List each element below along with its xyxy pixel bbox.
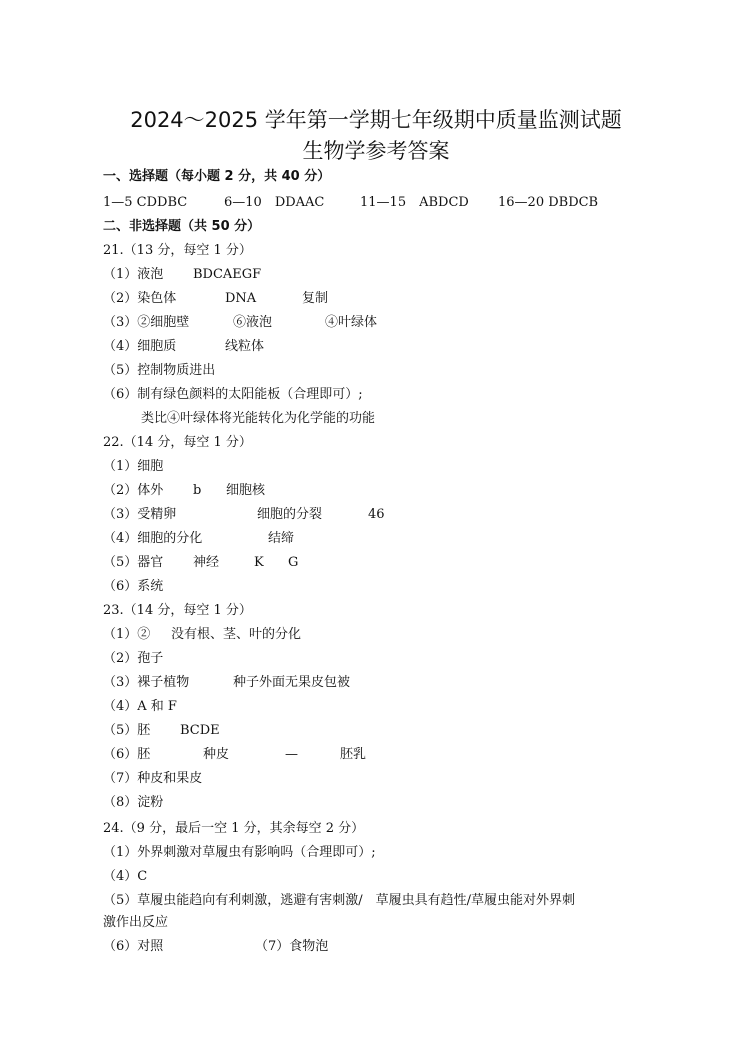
q21-answer-1: （1）液泡 BDCAEGF <box>103 267 262 282</box>
q24-heading: 24.（9 分，最后一空 1 分，其余每空 2 分） <box>103 821 365 836</box>
choice-answer-1-5: 1—5 CDDBC <box>103 195 188 210</box>
q22-answer-2: （2）体外 b 细胞核 <box>103 483 266 498</box>
q23-answer-4: （4）A 和 F <box>103 699 177 714</box>
q21-answer-5: （5）控制物质进出 <box>103 363 216 378</box>
q21-heading: 21.（13 分，每空 1 分） <box>103 243 252 258</box>
q22-answer-3: （3）受精卵 细胞的分裂 46 <box>103 507 385 522</box>
q22-answer-6: （6）系统 <box>103 579 164 594</box>
choice-answer-16-20: 16—20 DBDCB <box>498 195 599 210</box>
q21-answer-2: （2）染色体 DNA 复制 <box>103 291 329 306</box>
q24-answer-5-continued: 激作出反应 <box>103 915 169 930</box>
q23-heading: 23.（14 分，每空 1 分） <box>103 603 252 618</box>
q24-answer-4: （4）C <box>103 869 148 884</box>
q21-answer-6-continued: 类比④叶绿体将光能转化为化学能的功能 <box>141 411 376 426</box>
q22-answer-5: （5）器官 神经 K G <box>103 555 299 570</box>
q23-answer-8: （8）淀粉 <box>103 795 164 810</box>
q23-answer-7: （7）种皮和果皮 <box>103 771 203 786</box>
q21-answer-3: （3）②细胞壁 ⑥液泡 ④叶绿体 <box>103 315 378 330</box>
q22-answer-4: （4）细胞的分化 结缔 <box>103 531 295 546</box>
choice-answer-6-10: 6—10 DDAAC <box>224 195 325 210</box>
q22-heading: 22.（14 分，每空 1 分） <box>103 435 252 450</box>
q21-answer-6: （6）制有绿色颜料的太阳能板（合理即可）; <box>103 387 363 402</box>
page-title: 2024～2025 学年第一学期七年级期中质量监测试题 <box>130 108 622 132</box>
q21-answer-4: （4）细胞质 线粒体 <box>103 339 265 354</box>
q23-answer-3: （3）裸子植物 种子外面无果皮包被 <box>103 675 351 690</box>
q23-answer-1: （1）② 没有根、茎、叶的分化 <box>103 627 302 642</box>
q23-answer-5: （5）胚 BCDE <box>103 723 220 738</box>
q22-answer-1: （1）细胞 <box>103 459 164 474</box>
q24-answer-1: （1）外界刺激对草履虫有影响吗（合理即可）; <box>103 845 376 860</box>
q24-answer-6-7: （6）对照 （7）食物泡 <box>103 939 329 954</box>
choice-answers-row <box>103 194 598 212</box>
q23-answer-2: （2）孢子 <box>103 651 164 666</box>
page-subtitle: 生物学参考答案 <box>302 139 450 163</box>
q24-answer-5: （5）草履虫能趋向有利刺激，逃避有害刺激/ 草履虫具有趋性/草履虫能对外界刺 <box>103 893 576 908</box>
section-heading-choice: 一、选择题（每小题 2 分，共 40 分） <box>103 169 331 184</box>
choice-answer-11-15: 11—15 ABDCD <box>360 195 469 210</box>
section-heading-nonchoice: 二、非选择题（共 50 分） <box>103 219 261 234</box>
q23-answer-6: （6）胚 种皮 — 胚乳 <box>103 747 367 762</box>
